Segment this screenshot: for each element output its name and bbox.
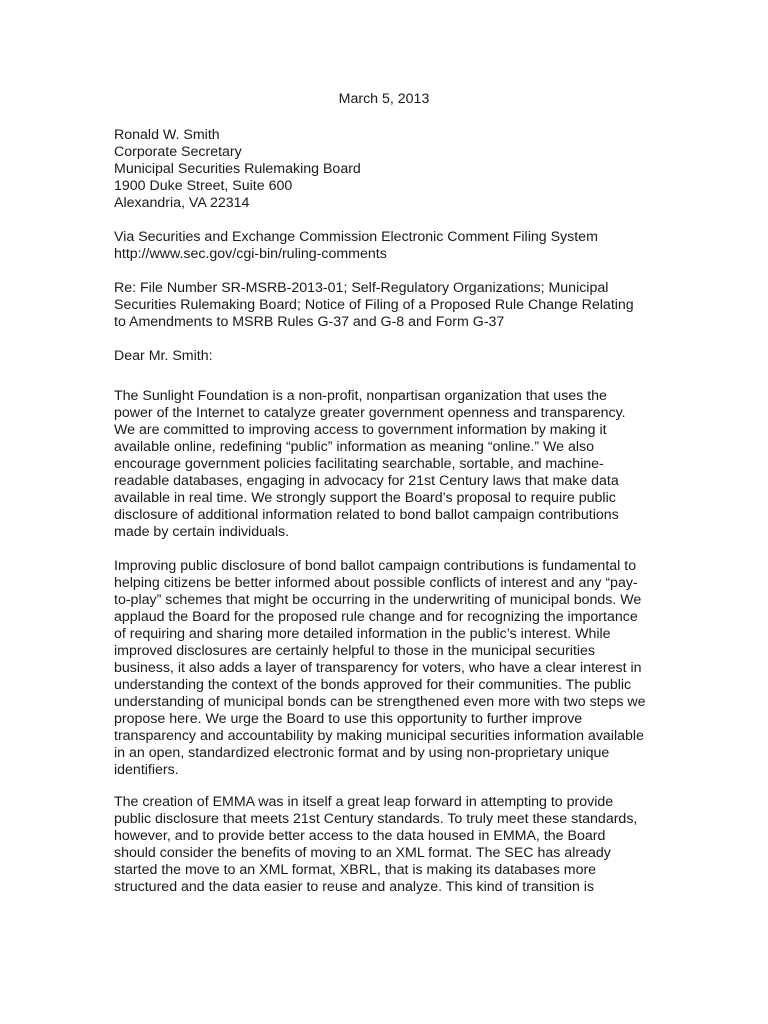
paragraph-line: to-play” schemes that might be occurring in the underwriting of municipal bonds. We: [114, 592, 642, 608]
paragraph-line: The Sunlight Foundation is a non-profit, nonpartisan organization that uses the: [114, 388, 607, 404]
paragraph-line: in an open, standardized electronic format and by using non-proprietary unique: [114, 745, 610, 761]
recipient-title: Corporate Secretary: [114, 144, 242, 160]
letter-date: March 5, 2013: [338, 91, 430, 107]
subject-line: to Amendments to MSRB Rules G-37 and G-8 and Form G-37: [114, 314, 505, 330]
paragraph-line: understanding the context of the bonds approved for their communities. The public: [114, 677, 632, 693]
paragraph-line: however, and to provide better access to the data housed in EMMA, the Board: [114, 828, 606, 844]
paragraph-line: disclosure of additional information related to bond ballot campaign contributions: [114, 507, 619, 523]
recipient-name: Ronald W. Smith: [114, 127, 220, 143]
paragraph-line: business, it also adds a layer of transparency for voters, who have a clear interest in: [114, 660, 642, 676]
recipient-city: Alexandria, VA 22314: [114, 195, 250, 211]
paragraph-line: improved disclosures are certainly helpful to those in the municipal securities: [114, 643, 596, 659]
paragraph-line: power of the Internet to catalyze greater government openness and transparency.: [114, 405, 626, 421]
paragraph-line: readable databases, engaging in advocacy for 21st Century laws that make data: [114, 473, 619, 489]
paragraph-line: propose here. We urge the Board to use this opportunity to further improve: [114, 711, 583, 727]
subject-line: Securities Rulemaking Board; Notice of Filing of a Proposed Rule Change Relating: [114, 297, 634, 313]
paragraph-line: structured and the data easier to reuse and analyze. This kind of transition is: [114, 879, 595, 895]
paragraph-line: transparency and accountability by making municipal securities information available: [114, 728, 644, 744]
delivery-url: http://www.sec.gov/cgi-bin/ruling-comments: [114, 246, 387, 262]
paragraph-line: The creation of EMMA was in itself a great leap forward in attempting to provide: [114, 794, 614, 810]
paragraph-line: We are committed to improving access to government information by making it: [114, 422, 607, 438]
recipient-street: 1900 Duke Street, Suite 600: [114, 178, 293, 194]
paragraph-line: understanding of municipal bonds can be strengthened even more with two steps we: [114, 694, 646, 710]
body-paragraph-3: [114, 794, 659, 896]
paragraph-line: should consider the benefits of moving to an XML format. The SEC has already: [114, 845, 611, 861]
subject-line: Re: File Number SR-MSRB-2013-01; Self-Regulatory Organizations; Municipal: [114, 280, 609, 296]
paragraph-line: of requiring and sharing more detailed information in the public’s interest. While: [114, 626, 611, 642]
delivery-method-text: Via Securities and Exchange Commission Electronic Comment Filing System: [114, 229, 598, 245]
paragraph-line: public disclosure that meets 21st Century standards. To truly meet these standards,: [114, 811, 638, 827]
recipient-address: [114, 127, 659, 212]
paragraph-line: available online, redefining “public” information as meaning “online.” We also: [114, 439, 595, 455]
paragraph-line: started the move to an XML format, XBRL, that is making its databases more: [114, 862, 597, 878]
subject-reference: [114, 280, 659, 331]
paragraph-line: made by certain individuals.: [114, 524, 290, 540]
paragraph-line: applaud the Board for the proposed rule change and for recognizing the importance: [114, 609, 638, 625]
body-paragraph-2: [114, 558, 659, 779]
paragraph-line: identifiers.: [114, 762, 179, 778]
body-paragraph-1: [114, 388, 659, 541]
salutation: Dear Mr. Smith:: [114, 348, 213, 364]
recipient-organization: Municipal Securities Rulemaking Board: [114, 161, 361, 177]
paragraph-line: helping citizens be better informed about possible conflicts of interest and any “pay-: [114, 575, 638, 591]
paragraph-line: encourage government policies facilitating searchable, sortable, and machine-: [114, 456, 604, 472]
delivery-method: [114, 229, 659, 263]
paragraph-line: Improving public disclosure of bond ballot campaign contributions is fundamental to: [114, 558, 637, 574]
paragraph-line: available in real time. We strongly support the Board’s proposal to require public: [114, 490, 616, 506]
